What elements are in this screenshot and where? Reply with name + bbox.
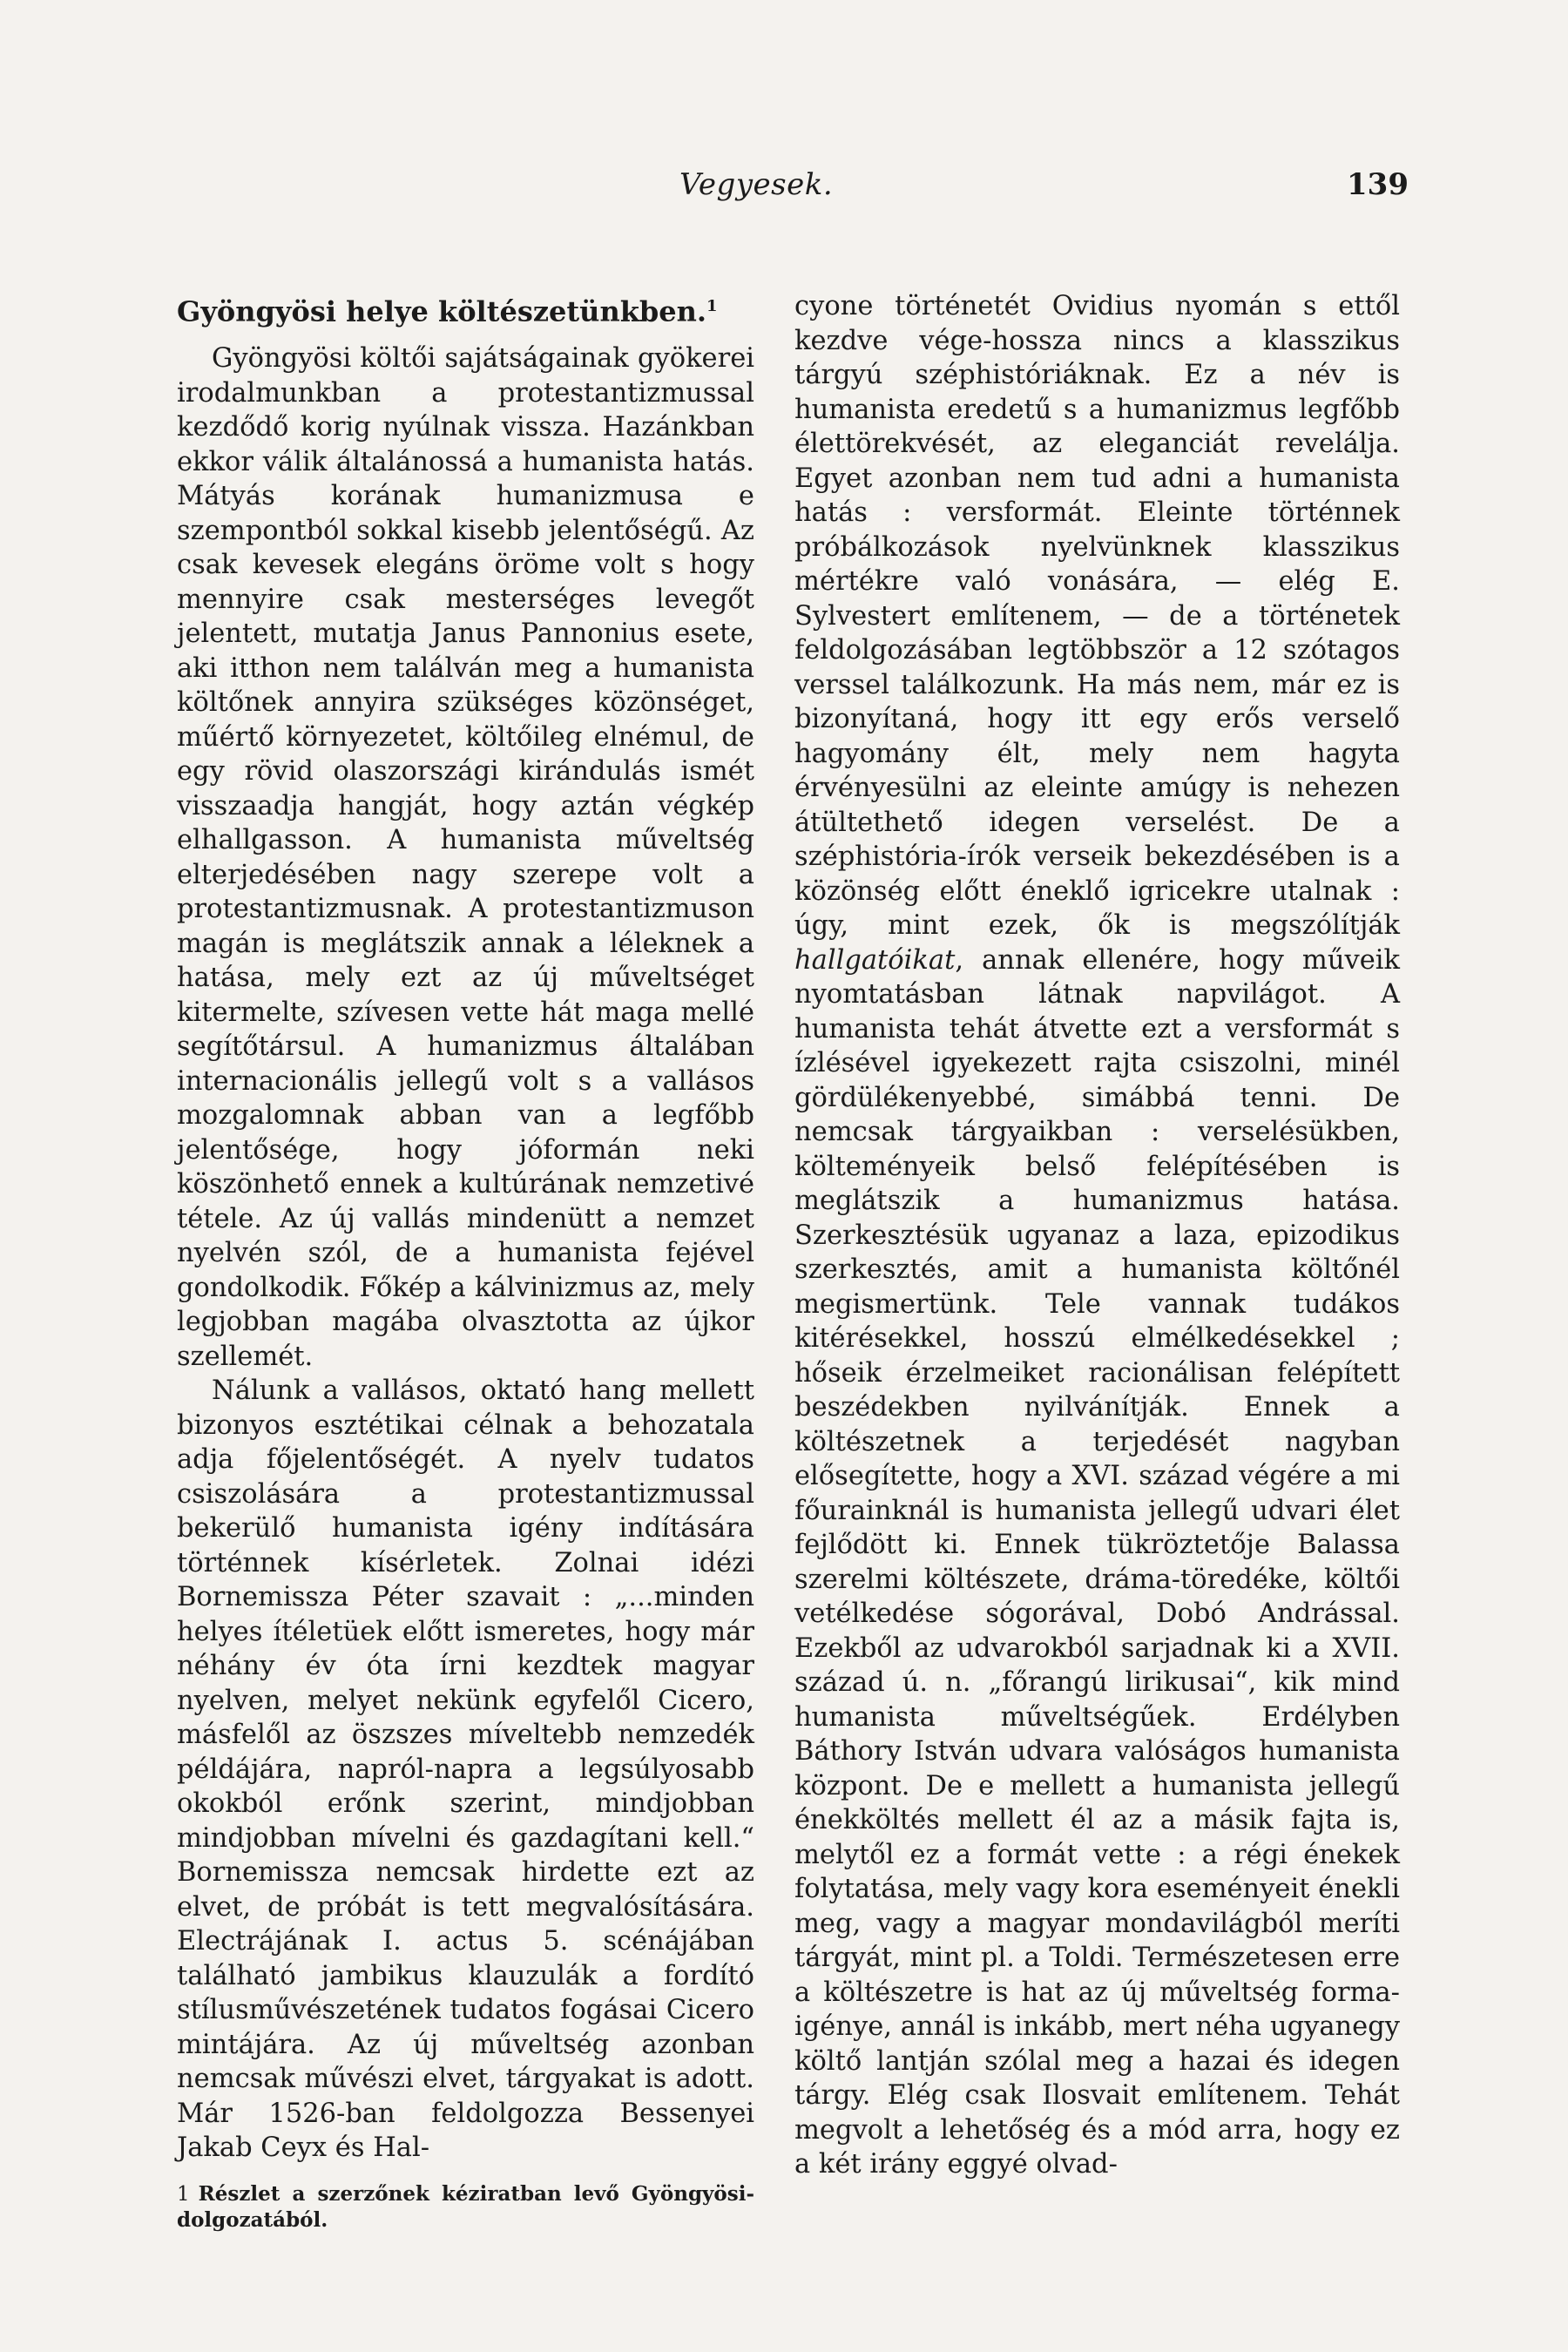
paragraph-text: cyone történetét Ovidius nyomán s ettől kezdve vége-hossza nincs a klasszikus tárgyú széphistóriáknak. Ez a név is humanista eredetű s a humanizmus legfőbb élettörekvését, az eleganciát revelálja. Egyet azonban nem tud adni a humanista hatás : versformát. Eleinte történnek próbálkozások nyelvünknek klasszikus mértékre való vonására, — elég E. Sylvestert említenem, — de a történetek feldolgozásában legtöbbször a 12 szótagos verssel találkozunk. Ha más nem, már ez is bizonyítaná, hogy itt egy erős verselő hagyomány élt, mely nem hagyta érvényesülni az eleinte amúgy is nehezen átültethető idegen verselést. De a széphistória-írók verseik bekezdésében is a közönség előtt éneklő igricekre utalnak : úgy, mint ezek, ők is megszólítják: [794, 291, 1400, 941]
article-title: Gyöngyösi helye költészetünkben.$^1$: [177, 294, 718, 328]
paragraph: Nálunk a vallásos, oktató hang mellett bizonyos esztétikai célnak a behozatala adja főjelentőségét. A nyelv tudatos csiszolására a protestantizmussal bekerülő humanista igény indítására történnek kísérletek. Zolnai idézi Bornemissza Péter szavait : „...minden helyes ítéletüek előtt ismeretes, hogy már néhány év óta írni kezdtek magyar nyelven, melyet nekünk egyfelől Cicero, másfelől az öszszes míveltebb nemzedék példájára, napról-napra a legsúlyosabb okokból erőnk szerint, mindjobban mindjobban mívelni és gazdagítani kell.“ Bornemissza nemcsak hirdette ezt az elvet, de próbát is tett megvalósítására. Electrájának I. actus 5. scénájában található jambikus klauzulák a fordító stílusművészetének tudatos fogásai Cicero mintájára. Az új műveltség azonban nemcsak művészi elvet, tárgyakat is adott. Már 1526-ban feldolgozza Bessenyei Jakab Ceyx és Hal-: [177, 1375, 754, 2164]
footnote: [177, 2181, 754, 2233]
italic-word: hallgatóikat: [794, 944, 956, 976]
page-number: 139: [1347, 167, 1409, 202]
paragraph: Gyöngyösi költői sajátságainak gyökerei irodalmunkban a protestantizmussal kezdődő korig nyúlnak vissza. Hazánkban ekkor válik általánossá a humanista hatás. Mátyás korának humanizmusa e szempontból sokkal kisebb jelentőségű. Az csak kevesek elegáns öröme volt s hogy mennyire csak mesterséges levegőt jelentett, mutatja Janus Pannonius esete, aki itthon nem találván meg a humanista költőnek annyira szükséges közönséget, műértő környezetet, költőileg elnémul, de egy rövid olaszországi kirándulás ismét visszaadja hangját, hogy aztán végkép elhallgasson. A humanista műveltség elterjedésében nagy szerepe volt a protestantizmusnak. A protestantizmuson magán is meglátszik annak a léleknek a hatása, mely ezt az új műveltséget kitermelte, szívesen vette hát maga mellé segítőtársul. A humanizmus általában internacionális jellegű volt s a vallásos mozgalomnak abban van a legfőbb jelentősége, hogy jóformán neki köszönhető ennek a kultúrának nemzetivé tétele. Az új vallás mindenütt a nemzet nyelvén szól, de a humanista fejével gondolkodik. Főkép a kálvinizmus az, mely legjobban magába olvasztotta az újkor szellemét.: [177, 343, 754, 1372]
running-title: Vegyesek.: [679, 167, 834, 202]
right-column: [794, 289, 1400, 2182]
paragraph-text: , annak ellenére, hogy műveik nyomtatásban látnak napvilágot. A humanista tehát átvette ezt a versformát s ízlésével igyekezett rajta csiszolni, minél gördülékenyebbé, simábbá tenni. De nemcsak tárgyaikban : verselésükben, költeményeik belső felépítésében is meglátszik a humanizmus hatása. Szerkesztésük ugyanaz a laza, epizodikus szerkesztés, amit a humanista költőnél megismertünk. Tele vannak tudákos kitérésekkel, hosszú elmélkedésekkel ; hőseik érzelmeiket racionálisan felépített beszédekben nyilvánítják. Ennek a költészetnek a terjedését nagyban elősegítette, hogy a XVI. század végére a mi főurainknál is humanista jellegű udvari élet fejlődött ki. Ennek tükröztetője Balassa szerelmi költészete, dráma-töredéke, költői vetélkedése sógorával, Dobó Andrással. Ezekből az udvarokból sarjadnak ki a XVII. század ú. n. „főrangú lirikusai“, kik mind humanista műveltségűek. Erdélyben Báthory István udvara valóságos humanista központ. De e mellett a humanista jellegű énekköltés mellett él az a másik fajta is, melytől ez a formát vette : a régi énekek folytatása, mely vagy kora eseményeit énekli meg, vagy a magyar mondavilágból meríti tárgyát, mint pl. a Toldi. Természetesen erre a költészetre is hat az új műveltség forma-igénye, annál is inkább, mert néha ugyanegy költő lantján szólal meg a hazai és idegen tárgy. Elég csak Ilosvait említenem. Tehát megvolt a lehetőség és a mód arra, hogy ez a két irány eggyé olvad-: [794, 944, 1400, 2180]
left-column: [177, 289, 754, 2233]
paragraph: [794, 289, 1400, 2182]
footnote-text: Részlet a szerzőnek kéziratban levő Gyöngyösi-dolgozatából.: [177, 2181, 754, 2232]
footnote-reference: 1: [706, 297, 718, 315]
footnote-mark: 1: [177, 2182, 190, 2206]
